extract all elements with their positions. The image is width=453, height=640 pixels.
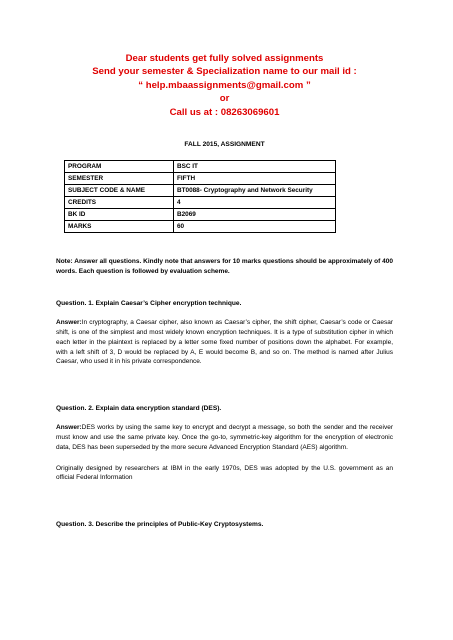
promo-line-1: Dear students get fully solved assignments bbox=[125, 53, 324, 64]
table-row bbox=[65, 161, 336, 173]
table-cell-value: FIFTH bbox=[174, 173, 336, 185]
table-row bbox=[65, 221, 336, 233]
answer-text: DES works by using the same key to encrypt and decrypt a message, so both the sender and the receiver must know and use the same private key. Once the go-to, symmetric-key algorithm for the encryption of electronic data, DES has been superseded by the more secure Advanced Encryption Standard (AES) algorithm. bbox=[56, 424, 393, 451]
table-cell-value: BSC IT bbox=[174, 161, 336, 173]
promo-email[interactable]: “ help.mbaassignments@gmail.com ” bbox=[138, 79, 311, 91]
table-cell-value: 4 bbox=[174, 197, 336, 209]
table-row bbox=[65, 197, 336, 209]
promo-line-2: Send your semester & Specialization name to our mail id : bbox=[92, 66, 357, 78]
table-cell-value: 60 bbox=[174, 221, 336, 233]
table-cell-value: BT0088- Cryptography and Network Security bbox=[174, 185, 336, 197]
table-cell-label: SEMESTER bbox=[65, 173, 174, 185]
question-1-answer bbox=[56, 318, 393, 367]
assignment-title: FALL 2015, ASSIGNMENT bbox=[184, 141, 265, 149]
question-2-answer-continued: Originally designed by researchers at IBM in the early 1970s, DES was adopted by the U.S. government as an official Federal Information bbox=[56, 464, 393, 482]
promo-or: or bbox=[219, 93, 230, 105]
table-cell-label: CREDITS bbox=[65, 197, 174, 209]
table-row bbox=[65, 173, 336, 185]
table-cell-label: BK ID bbox=[65, 209, 174, 221]
answer-text: In cryptography, a Caesar cipher, also known as Caesar’s cipher, the shift cipher, Caesar’s code or Caesar shift, is one of the simplest and most widely known encryption techniques. It is a type of substitution cipher in which each letter in the plaintext is replaced by a letter some fixed number of positions down the alphabet. For example, with a left shift of 3, D would be replaced by A, E would become B, and so on. The method is named after Julius Caesar, who used it in his private correspondence. bbox=[56, 319, 393, 366]
table-cell-value: B2069 bbox=[174, 209, 336, 221]
answer-label: Answer: bbox=[56, 319, 82, 327]
question-2-title: Question. 2. Explain data encryption standard (DES). bbox=[56, 405, 222, 413]
question-2-answer bbox=[56, 423, 393, 452]
instructions-note: Note: Answer all questions. Kindly note that answers for 10 marks questions should be approximately of 400 words. Each question is followed by evaluation scheme. bbox=[56, 258, 393, 275]
question-1-title: Question. 1. Explain Caesar’s Cipher encryption technique. bbox=[56, 300, 242, 308]
question-3-title: Question. 3. Describe the principles of Public-Key Cryptosystems. bbox=[56, 521, 264, 529]
answer-label: Answer: bbox=[56, 424, 82, 432]
promo-phone[interactable]: Call us at : 08263069601 bbox=[169, 106, 280, 118]
table-row bbox=[65, 185, 336, 197]
promo-banner bbox=[56, 52, 393, 119]
info-table bbox=[64, 160, 336, 233]
table-cell-label: MARKS bbox=[65, 221, 174, 233]
table-cell-label: PROGRAM bbox=[65, 161, 174, 173]
table-row bbox=[65, 209, 336, 221]
table-cell-label: SUBJECT CODE & NAME bbox=[65, 185, 174, 197]
